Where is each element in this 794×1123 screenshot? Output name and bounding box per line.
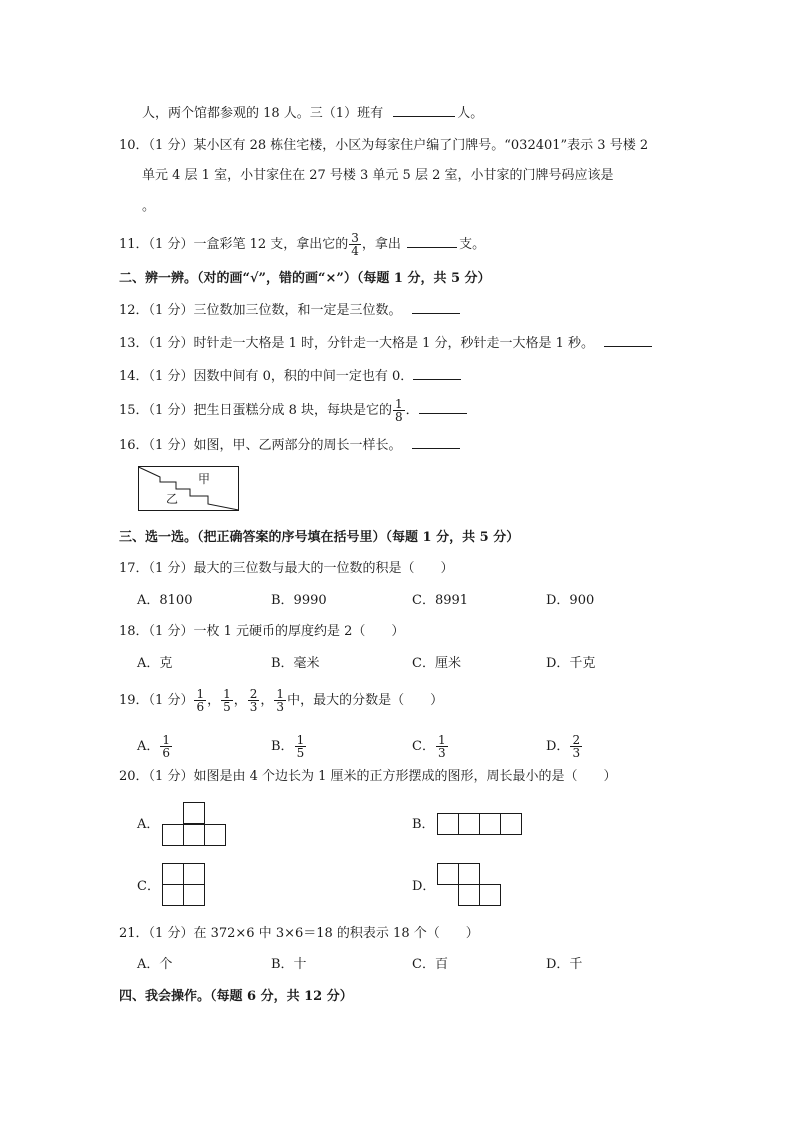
q19-fraction-1-den: 6 bbox=[196, 700, 205, 714]
q10-line-3 bbox=[142, 198, 155, 216]
q16-line bbox=[119, 436, 460, 455]
q15-fraction bbox=[393, 398, 405, 423]
q19-fraction-3-den: 3 bbox=[249, 700, 258, 714]
q19-fraction-3 bbox=[248, 688, 260, 713]
q11-text-mid: ，拿出 bbox=[361, 237, 401, 252]
q11-fraction-num: 3 bbox=[351, 231, 359, 245]
q19-option-c[interactable] bbox=[412, 734, 449, 759]
q11-answer-blank[interactable] bbox=[407, 235, 457, 248]
q19-fraction-2-num: 1 bbox=[223, 687, 231, 701]
q12-answer-blank[interactable] bbox=[412, 301, 460, 314]
q16-stair-line bbox=[139, 467, 239, 510]
q19-option-b-label: B． bbox=[271, 739, 294, 754]
q11-text-pre: 11．（1 分）一盒彩笔 12 支，拿出它的 bbox=[119, 237, 349, 252]
q19-text-pre: 19．（1 分） bbox=[119, 693, 194, 708]
q15-text-pre: 15．（1 分）把生日蛋糕分成 8 块，每块是它的 bbox=[119, 403, 392, 418]
q21-option-d[interactable]: D．千 bbox=[546, 957, 583, 972]
q19-fraction-4 bbox=[274, 688, 286, 713]
q10-line-1: 10．（1 分）某小区有 28 栋住宅楼，小区为每家住户编了门牌号。“032401”表示 3 号楼 2 bbox=[119, 138, 649, 153]
q21-option-b[interactable]: B．十 bbox=[271, 957, 307, 972]
q19-line bbox=[119, 688, 443, 713]
q20-option-d-figure[interactable] bbox=[436, 862, 504, 908]
q19-option-c-label: C． bbox=[412, 739, 435, 754]
q19-option-d[interactable] bbox=[546, 734, 583, 759]
q18-line: 18．（1 分）一枚 1 元硬币的厚度约是 2（ ） bbox=[119, 624, 405, 639]
q19-option-a-label: A． bbox=[137, 739, 160, 754]
q19-option-b-den: 5 bbox=[296, 746, 305, 760]
q20-option-c-label[interactable]: C． bbox=[137, 879, 160, 894]
q19-fraction-4-den: 3 bbox=[276, 700, 285, 714]
q17-option-a[interactable]: A．8100 bbox=[137, 593, 193, 608]
q16-label-jia: 甲 bbox=[198, 472, 211, 486]
q11-fraction bbox=[349, 232, 361, 257]
q18-option-b[interactable]: B．毫米 bbox=[271, 656, 320, 671]
q13-answer-blank[interactable] bbox=[604, 334, 652, 347]
q17-option-d[interactable]: D．900 bbox=[546, 593, 595, 608]
q19-option-d-fraction bbox=[570, 734, 582, 759]
q12-text: 12．（1 分）三位数加三位数，和一定是三位数。 bbox=[119, 303, 402, 318]
q12-line bbox=[119, 301, 460, 320]
q19-option-d-num: 2 bbox=[572, 733, 581, 747]
q19-option-d-den: 3 bbox=[572, 746, 581, 760]
q19-sep-3: ， bbox=[260, 693, 274, 708]
q19-option-b[interactable] bbox=[271, 734, 307, 759]
q18-option-a[interactable]: A．克 bbox=[137, 656, 173, 671]
q19-fraction-2-den: 5 bbox=[223, 700, 231, 714]
q11-fraction-den: 4 bbox=[351, 244, 359, 258]
q10-line-2: 单元 4 层 1 室，小甘家住在 27 号楼 3 单元 5 层 2 室，小甘家的门牌号码应该是 bbox=[142, 168, 614, 183]
q9-answer-blank[interactable] bbox=[393, 104, 455, 117]
q9-tail-line bbox=[142, 104, 483, 123]
q19-option-d-label: D． bbox=[546, 739, 570, 754]
q19-option-b-num: 1 bbox=[296, 733, 305, 747]
q19-option-a[interactable] bbox=[137, 734, 173, 759]
q19-option-b-fraction bbox=[295, 734, 307, 759]
q15-fraction-den: 8 bbox=[394, 410, 403, 424]
q13-text: 13．（1 分）时针走一大格是 1 时，分针走一大格是 1 分，秒针走一大格是 1 秒。 bbox=[119, 336, 595, 351]
q15-answer-blank[interactable] bbox=[419, 401, 467, 414]
q19-fraction-1 bbox=[194, 688, 206, 713]
q16-text: 16．（1 分）如图，甲、乙两部分的周长一样长。 bbox=[119, 438, 402, 453]
q14-answer-blank[interactable] bbox=[413, 367, 461, 380]
q18-option-c[interactable]: C．厘米 bbox=[412, 656, 461, 671]
q15-fraction-num: 1 bbox=[394, 397, 403, 411]
q19-option-c-fraction bbox=[436, 734, 448, 759]
section-3-title: 三、选一选。（把正确答案的序号填在括号里）（每题 1 分，共 5 分） bbox=[119, 530, 520, 545]
q11-text-post: 支。 bbox=[459, 237, 486, 252]
q19-option-c-den: 3 bbox=[437, 746, 446, 760]
q20-option-b-figure[interactable] bbox=[436, 812, 526, 836]
section-4-title: 四、我会操作。（每题 6 分，共 12 分） bbox=[119, 989, 353, 1004]
q19-sep-1: ， bbox=[207, 693, 221, 708]
q18-option-d[interactable]: D．千克 bbox=[546, 656, 596, 671]
q16-label-yi: 乙 bbox=[166, 492, 179, 506]
q19-option-a-fraction bbox=[160, 734, 172, 759]
q19-text-post: 中，最大的分数是（ ） bbox=[287, 693, 444, 708]
q9-tail-suffix: 人。 bbox=[457, 106, 484, 121]
q14-text: 14．（1 分）因数中间有 0，积的中间一定也有 0． bbox=[119, 369, 414, 384]
q17-line: 17．（1 分）最大的三位数与最大的一位数的积是（ ） bbox=[119, 561, 454, 576]
q19-fraction-4-num: 1 bbox=[276, 687, 285, 701]
q14-line bbox=[119, 367, 461, 386]
q19-option-a-num: 1 bbox=[162, 733, 171, 747]
q19-fraction-2 bbox=[221, 688, 233, 713]
q16-answer-blank[interactable] bbox=[412, 436, 460, 449]
q19-fraction-3-num: 2 bbox=[249, 687, 258, 701]
q20-option-b-label[interactable]: B． bbox=[412, 817, 435, 832]
q17-option-c[interactable]: C．8991 bbox=[412, 593, 469, 608]
q13-line bbox=[119, 334, 652, 353]
q20-line: 20．（1 分）如图是由 4 个边长为 1 厘米的正方形摆成的图形，周长最小的是（ ） bbox=[119, 769, 617, 784]
q11-line bbox=[119, 232, 485, 257]
q21-line: 21．（1 分）在 372×6 中 3×6＝18 的积表示 18 个（ ） bbox=[119, 926, 479, 941]
q20-option-a-label[interactable]: A． bbox=[137, 817, 160, 832]
q20-option-c-figure[interactable] bbox=[161, 862, 207, 908]
q19-sep-2: ， bbox=[233, 693, 247, 708]
q19-fraction-1-num: 1 bbox=[196, 687, 205, 701]
q20-option-a-figure[interactable] bbox=[161, 802, 229, 848]
q19-option-c-num: 1 bbox=[437, 733, 446, 747]
q20-option-d-label[interactable]: D． bbox=[412, 879, 436, 894]
q9-tail-text: 人，两个馆都参观的 18 人。三（1）班有 bbox=[142, 106, 384, 121]
q21-option-c[interactable]: C．百 bbox=[412, 957, 448, 972]
q21-option-a[interactable]: A．个 bbox=[137, 957, 173, 972]
q15-line bbox=[119, 398, 467, 423]
q10-end-punct: 。 bbox=[142, 199, 156, 214]
q19-option-a-den: 6 bbox=[162, 746, 171, 760]
q16-staircase-figure bbox=[138, 466, 240, 512]
q17-option-b[interactable]: B．9990 bbox=[271, 593, 327, 608]
section-2-title: 二、辨一辨。（对的画“√”，错的画“×”）（每题 1 分，共 5 分） bbox=[119, 271, 491, 286]
q15-text-post: ． bbox=[405, 403, 419, 418]
